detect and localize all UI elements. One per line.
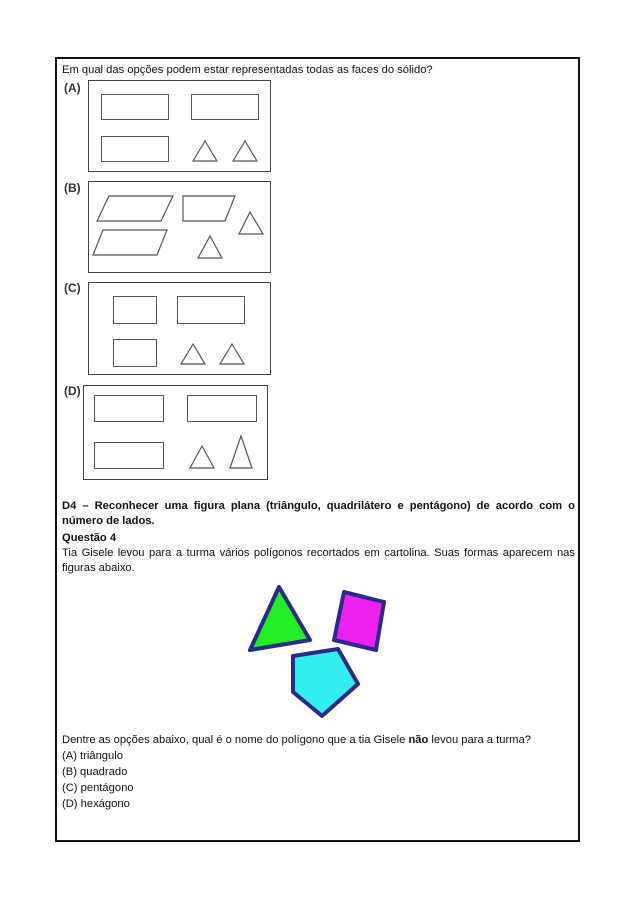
answer-option-c[interactable]: (C) pentágono (62, 782, 134, 794)
rectangle-shape (101, 94, 169, 120)
rectangle-shape (113, 296, 157, 324)
question-ask-bold: não (408, 734, 429, 746)
triangle-shape (232, 139, 258, 163)
triangle-shape (180, 342, 206, 366)
answer-option-d[interactable]: (D) hexágono (62, 798, 130, 810)
option-d-figure (83, 385, 268, 480)
rectangle-shape (94, 442, 164, 469)
question-ask-text: Dentre as opções abaixo, qual é o nome do polígono que a tia Gisele (62, 734, 409, 746)
triangle-shape (192, 139, 218, 163)
triangle-shape (229, 434, 253, 470)
polygons-figure (240, 580, 390, 730)
question-ask (62, 733, 531, 748)
rectangle-shape (94, 395, 164, 422)
triangle-shape (189, 444, 215, 470)
triangle-shape (219, 342, 245, 366)
rectangle-shape (113, 339, 157, 367)
answer-option-b[interactable]: (B) quadrado (62, 766, 128, 778)
cyan-pentagon-shape (293, 649, 358, 716)
option-a-label: (A) (64, 81, 81, 95)
option-a-figure (88, 80, 271, 172)
answer-option-a[interactable]: (A) triângulo (62, 750, 123, 762)
option-b-figure (88, 181, 271, 273)
rectangle-shape (187, 395, 257, 422)
parallelogram-shape (181, 194, 237, 224)
question-prompt: Em qual das opções podem estar representadas todas as faces do sólido? (62, 64, 433, 76)
parallelogram-shape (91, 228, 171, 258)
option-c-label: (C) (64, 281, 81, 295)
green-triangle-shape (250, 587, 310, 650)
rectangle-shape (101, 136, 169, 162)
question-ask-end: levou para a turma? (428, 734, 531, 746)
triangle-shape (197, 234, 223, 260)
magenta-square-shape (334, 592, 384, 650)
question-stem: Tia Gisele levou para a turma vários polígonos recortados em cartolina. Suas formas aparecem nas figuras abaixo. (62, 547, 575, 574)
option-c-figure (88, 282, 271, 375)
descriptor-text: D4 – Reconhecer uma figura plana (triângulo, quadrilátero e pentágono) de acordo com o número de lados. (62, 500, 575, 527)
triangle-shape (237, 210, 265, 236)
parallelogram-shape (95, 194, 175, 224)
option-d-label: (D) (64, 384, 81, 398)
rectangle-shape (177, 296, 245, 324)
question-title: Questão 4 (62, 532, 117, 544)
rectangle-shape (191, 94, 259, 120)
option-b-label: (B) (64, 181, 81, 195)
